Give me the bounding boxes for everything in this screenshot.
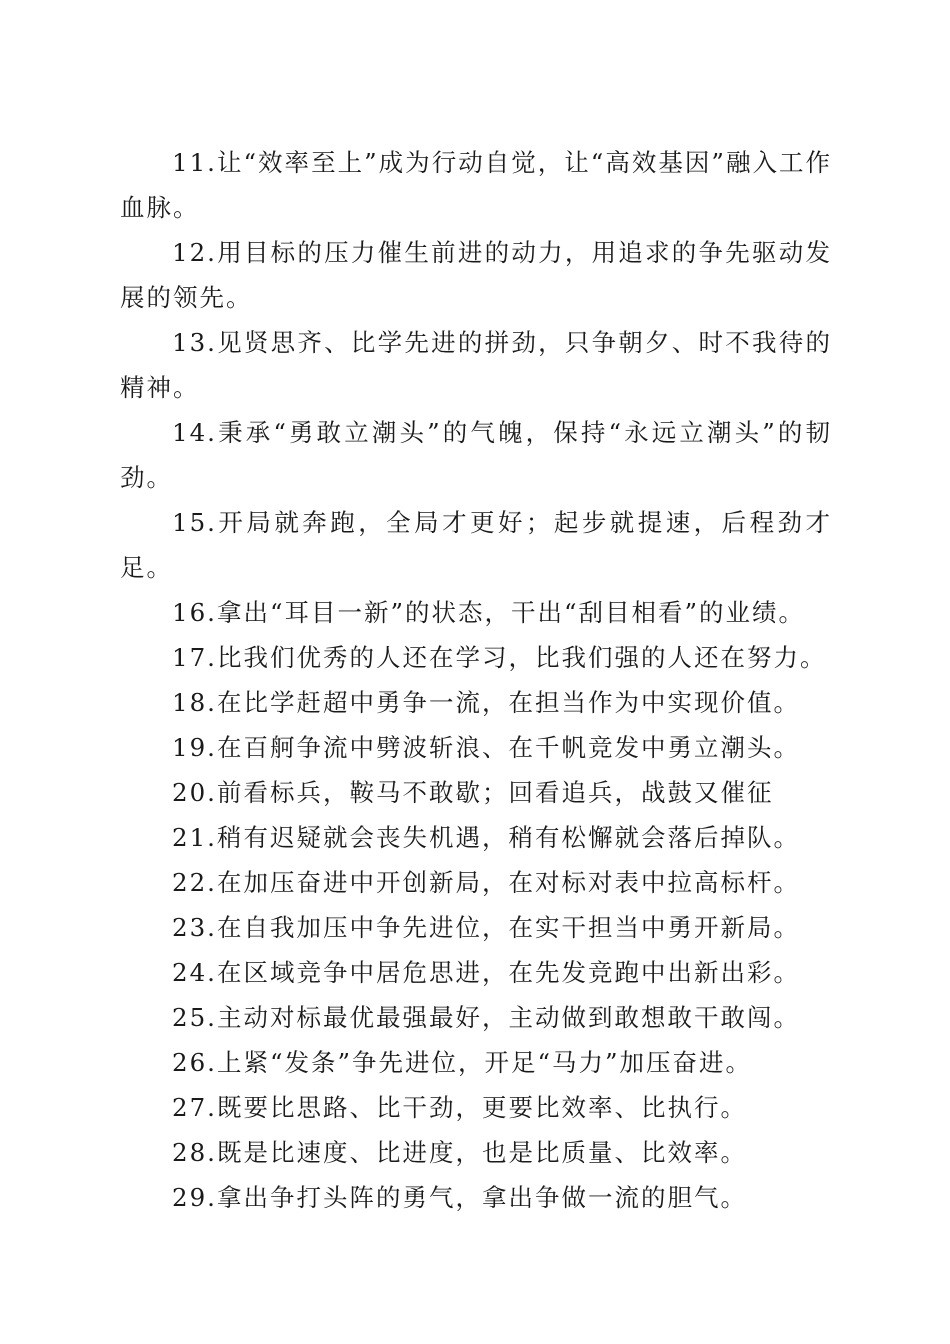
paragraph-13: 13.见贤思齐、比学先进的拼劲，只争朝夕、时不我待的精神。 — [120, 328, 832, 402]
paragraph-21: 21.稍有迟疑就会丧失机遇，稍有松懈就会落后掉队。 — [172, 823, 800, 852]
paragraph-18: 18.在比学赶超中勇争一流，在担当作为中实现价值。 — [172, 688, 800, 717]
paragraph-11: 11.让“效率至上”成为行动自觉，让“高效基因”融入工作血脉。 — [120, 148, 832, 222]
paragraph-16: 16.拿出“耳目一新”的状态，干出“刮目相看”的业绩。 — [172, 598, 806, 627]
paragraph-22: 22.在加压奋进中开创新局，在对标对表中拉高标杆。 — [172, 868, 800, 897]
document-body — [120, 140, 832, 1220]
paragraph-19: 19.在百舸争流中劈波斩浪、在千帆竞发中勇立潮头。 — [172, 733, 800, 762]
paragraph-28: 28.既是比速度、比进度，也是比质量、比效率。 — [172, 1138, 747, 1167]
paragraph-23: 23.在自我加压中争先进位，在实干担当中勇开新局。 — [172, 913, 800, 942]
paragraph-27: 27.既要比思路、比干劲，更要比效率、比执行。 — [172, 1093, 747, 1122]
paragraph-20: 20.前看标兵，鞍马不敢歇；回看追兵，战鼓又催征 — [172, 778, 774, 807]
paragraph-14: 14.秉承“勇敢立潮头”的气魄，保持“永远立潮头”的韧劲。 — [120, 418, 832, 492]
paragraph-29: 29.拿出争打头阵的勇气，拿出争做一流的胆气。 — [172, 1183, 747, 1212]
paragraph-15: 15.开局就奔跑，全局才更好；起步就提速，后程劲才足。 — [120, 508, 832, 582]
paragraph-12: 12.用目标的压力催生前进的动力，用追求的争先驱动发展的领先。 — [120, 238, 832, 312]
paragraph-25: 25.主动对标最优最强最好，主动做到敢想敢干敢闯。 — [172, 1003, 800, 1032]
paragraph-24: 24.在区域竞争中居危思进，在先发竞跑中出新出彩。 — [172, 958, 800, 987]
paragraph-26: 26.上紧“发条”争先进位，开足“马力”加压奋进。 — [172, 1048, 753, 1077]
paragraph-17: 17.比我们优秀的人还在学习，比我们强的人还在努力。 — [172, 643, 827, 672]
